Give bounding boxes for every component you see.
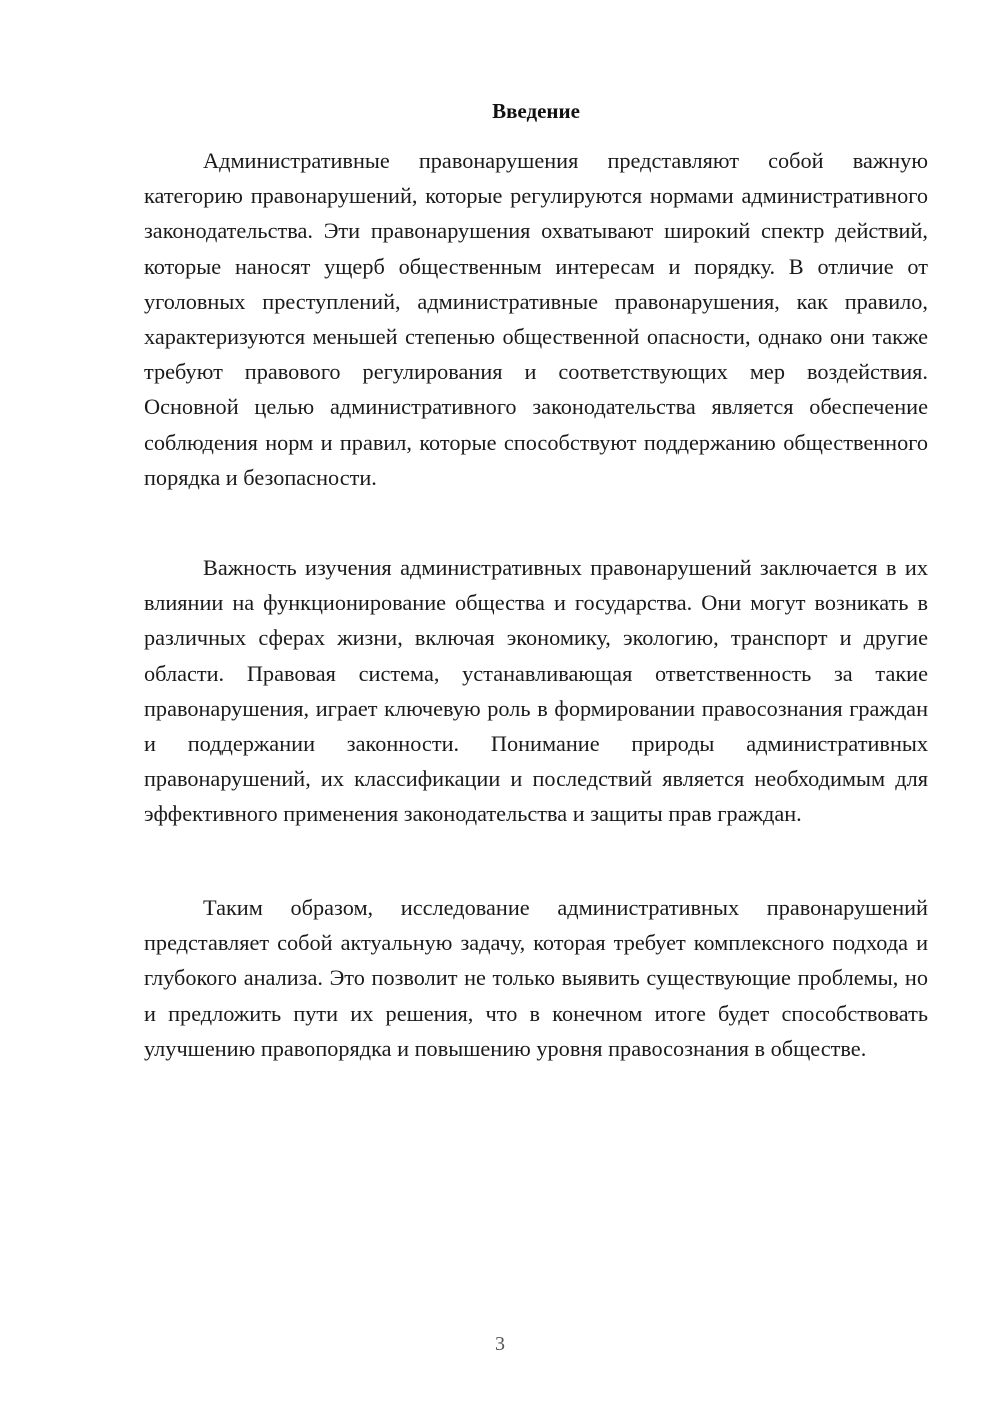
paragraph-block-1 <box>144 143 928 495</box>
paragraph-block-2 <box>144 550 928 832</box>
paragraph: Административные правонарушения представляют собой важную категорию правонарушений, которые регулируются нормами административного законодательства. Эти правонарушения охватывают широкий спектр действий, которые наносят ущерб общественным интересам и порядку. В отличие от уголовных преступлений, административные правонарушения, как правило, характеризуются меньшей степенью общественной опасности, однако они также требуют правового регулирования и соответствующих мер воздействия. Основной целью административного законодательства является обеспечение соблюдения норм и правил, которые способствуют поддержанию общественного порядка и безопасности. <box>144 148 928 490</box>
paragraph-block-3 <box>144 890 928 1066</box>
section-heading: Введение <box>492 99 580 123</box>
paragraph: Таким образом, исследование административных правонарушений представляет собой актуальную задачу, которая требует комплексного подхода и глубокого анализа. Это позволит не только выявить существующие проблемы, но и предложить пути их решения, что в конечном итоге будет способствовать улучшению правопорядка и повышению уровня правосознания в обществе. <box>144 895 928 1061</box>
paragraph: Важность изучения административных правонарушений заключается в их влиянии на функционирование общества и государства. Они могут возникать в различных сферах жизни, включая экономику, экологию, транспорт и другие области. Правовая система, устанавливающая ответственность за такие правонарушения, играет ключевую роль в формировании правосознания граждан и поддержании законности. Понимание природы административных правонарушений, их классификации и последствий является необходимым для эффективного применения законодательства и защиты прав граждан. <box>144 555 928 827</box>
page-number: 3 <box>495 1333 505 1355</box>
